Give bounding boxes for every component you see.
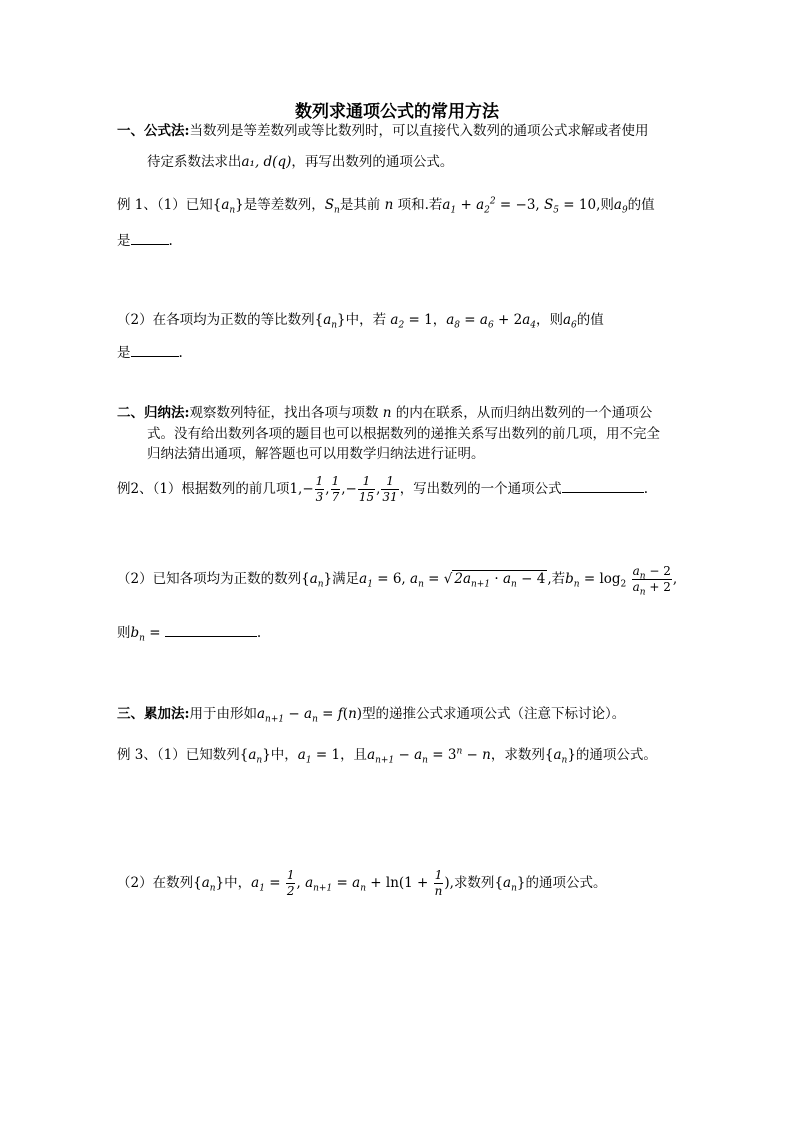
ex1-text-b: }是等差数列， — [235, 197, 325, 213]
ex2-p2-text-c: 若 — [551, 571, 566, 587]
example-1-part-1 — [117, 195, 655, 215]
formula-a1-dq: a₁, d(q) — [241, 154, 292, 170]
ex1-text-g: 是 — [117, 233, 131, 249]
example-3-part-2 — [117, 866, 606, 900]
section-2-heading: 二、归纳法: — [117, 405, 190, 421]
section-1-line-1 — [117, 121, 648, 141]
answer-blank[interactable] — [165, 622, 257, 637]
section-1-text-1: 当数列是等差数列或等比数列时，可以直接代入数列的通项公式求解或者使用 — [189, 123, 649, 139]
section-2-text-1: 观察数列特征，找出各项与项数 — [189, 405, 379, 421]
formula-sequence-terms: 1,− $\frac{1}{3}$ , $\frac{1}{7}$ ,− $\frac{1}{15}$ , $\frac{1}{31}$ — [289, 474, 398, 504]
formula-log-recurrence: $a_1$ = $\frac{1}{2}$ , $a_{n+1} = a_n + \ln(1$ + $\frac{1}{n}$ ), — [251, 868, 454, 898]
ex3-p2-text-b: }中， — [215, 875, 252, 891]
formula-an: $a_n$ — [201, 875, 216, 894]
formula-recurrence: $a_{n+1} - a_n = 3^n - n$ — [367, 746, 491, 766]
formula-difference: $a_{n+1} - a_n = f(n)$ — [256, 706, 363, 725]
formula-a1: $a_1 = 1$ — [297, 747, 341, 766]
ex2-p2-text-b: }满足 — [323, 571, 360, 587]
formula-a2: $a_2 = 1$ — [386, 312, 433, 331]
example-2-part-1: 例2、（1）根据数列的前几项1,− $\frac{1}{3}$ , $\frac{1}{7}$ ,− $\frac{1}{15}$ , $\frac{1}{31}$ ，写出数列的一个通项公式 . — [117, 474, 648, 504]
ex3-text-a: 例 3、（1）已知数列 — [117, 747, 240, 763]
formula-a6: $a_6$ — [562, 312, 577, 331]
formula-bn: $b_n = \log_2$ $\frac{a_n - 2}{a_n + 2}$ , — [565, 564, 678, 598]
section-2-line-3: 归纳法猜出通项，解答题也可以用数学归纳法进行证明。 — [147, 446, 485, 462]
formula-bn: $b_n$ = — [130, 625, 165, 644]
ex2-p3-text-a: 则 — [117, 625, 131, 641]
example-2-part-2-answer: 则$b_n$ = . — [117, 622, 261, 643]
section-1-heading: 一、公式法: — [117, 123, 190, 139]
section-2-line-1 — [117, 403, 652, 423]
ex3-p2-text-d: 的通项公式。 — [525, 875, 607, 891]
ex2-text-a: 例2、（1）根据数列的前几项 — [117, 481, 290, 497]
example-1-part-1-answer: 是 . — [117, 230, 173, 251]
ex1-p2-text-e: 的值 — [576, 312, 604, 328]
ex1-text-c: 是其前 — [339, 197, 381, 213]
answer-blank[interactable] — [562, 478, 644, 493]
formula-recurrence-sqrt: $a_1 = 6$, $a_n$ = √ $2a_{n+1} \cdot a_n - 4$ , — [359, 571, 552, 590]
formula-n: n — [378, 405, 396, 421]
ex1-p2-text-b: }中，若 — [337, 312, 387, 328]
section-2-line-2: 式。没有给出数列各项的题目也可以根据数列的递推关系写出数列的前几项，用不完全 — [147, 426, 660, 442]
formula-an: $a_n$ — [221, 197, 236, 216]
section-3-heading: 三、累加法: — [117, 706, 190, 722]
formula-condition: $a_1 + a_2^2 = -3$, $S_5 = 10$, — [442, 196, 601, 216]
section-1-line-2 — [147, 152, 453, 172]
ex3-text-e: 的通项公式。 — [575, 747, 657, 763]
ex2-text-b: ，写出数列的一个通项公式 — [399, 481, 562, 497]
ex3-text-b: 中， — [270, 747, 298, 763]
answer-blank[interactable] — [131, 342, 179, 357]
ex1-text-a: 例 1、（1）已知{ — [117, 197, 222, 213]
ex1-p2-text-c: ， — [432, 312, 447, 328]
example-1-part-2 — [117, 310, 604, 330]
page-title: 数列求通项公式的常用方法 — [295, 102, 499, 122]
ex1-text-f: 的值 — [627, 197, 655, 213]
formula-a9: $a_9$ — [613, 197, 628, 216]
formula-a8: $a_8 = a_6 + 2a_4$ — [446, 312, 536, 331]
ex2-p2-text-a: （2）已知各项均为正数的数列{ — [117, 571, 310, 587]
example-3-part-1 — [117, 745, 657, 765]
ex1-text-e: 则 — [600, 197, 614, 213]
section-1-text-2a: 待定系数法求出 — [147, 154, 242, 170]
formula-an-set: $\{a_n\}$ — [494, 875, 526, 894]
formula-an-set: $\{a_n\}$ — [544, 747, 576, 766]
example-2-part-2 — [117, 562, 677, 596]
ex1-text-d: 项和.若 — [397, 197, 443, 213]
section-2-text-1b: 的内在联系，从而归纳出数列的一个通项公 — [395, 405, 653, 421]
formula-an-set: $\{a_n\}$ — [239, 747, 271, 766]
formula-sn: $S_n$ — [324, 197, 340, 216]
formula-n: n — [380, 197, 398, 213]
section-3-line-1 — [117, 704, 625, 724]
ex3-p2-text-c: 求数列 — [453, 875, 495, 891]
formula-an: $a_n$ — [309, 571, 324, 590]
ex3-text-d: ，求数列 — [490, 747, 545, 763]
section-3-text-b: 型的递推公式求通项公式（注意下标讨论）。 — [362, 706, 626, 722]
section-1-text-2b: ，再写出数列的通项公式。 — [291, 154, 454, 170]
formula-an: $a_n$ — [323, 312, 338, 331]
ex3-text-c: ，且 — [340, 747, 368, 763]
ex1-p2-text-f: 是 — [117, 345, 131, 361]
answer-blank[interactable] — [131, 230, 169, 245]
ex1-p2-text-d: ，则 — [535, 312, 563, 328]
ex3-p2-text-a: （2）在数列{ — [117, 875, 202, 891]
ex1-p2-text-a: （2）在各项均为正数的等比数列{ — [117, 312, 324, 328]
section-3-text-a: 用于由形如 — [189, 706, 257, 722]
example-1-part-2-answer: 是 . — [117, 342, 183, 363]
